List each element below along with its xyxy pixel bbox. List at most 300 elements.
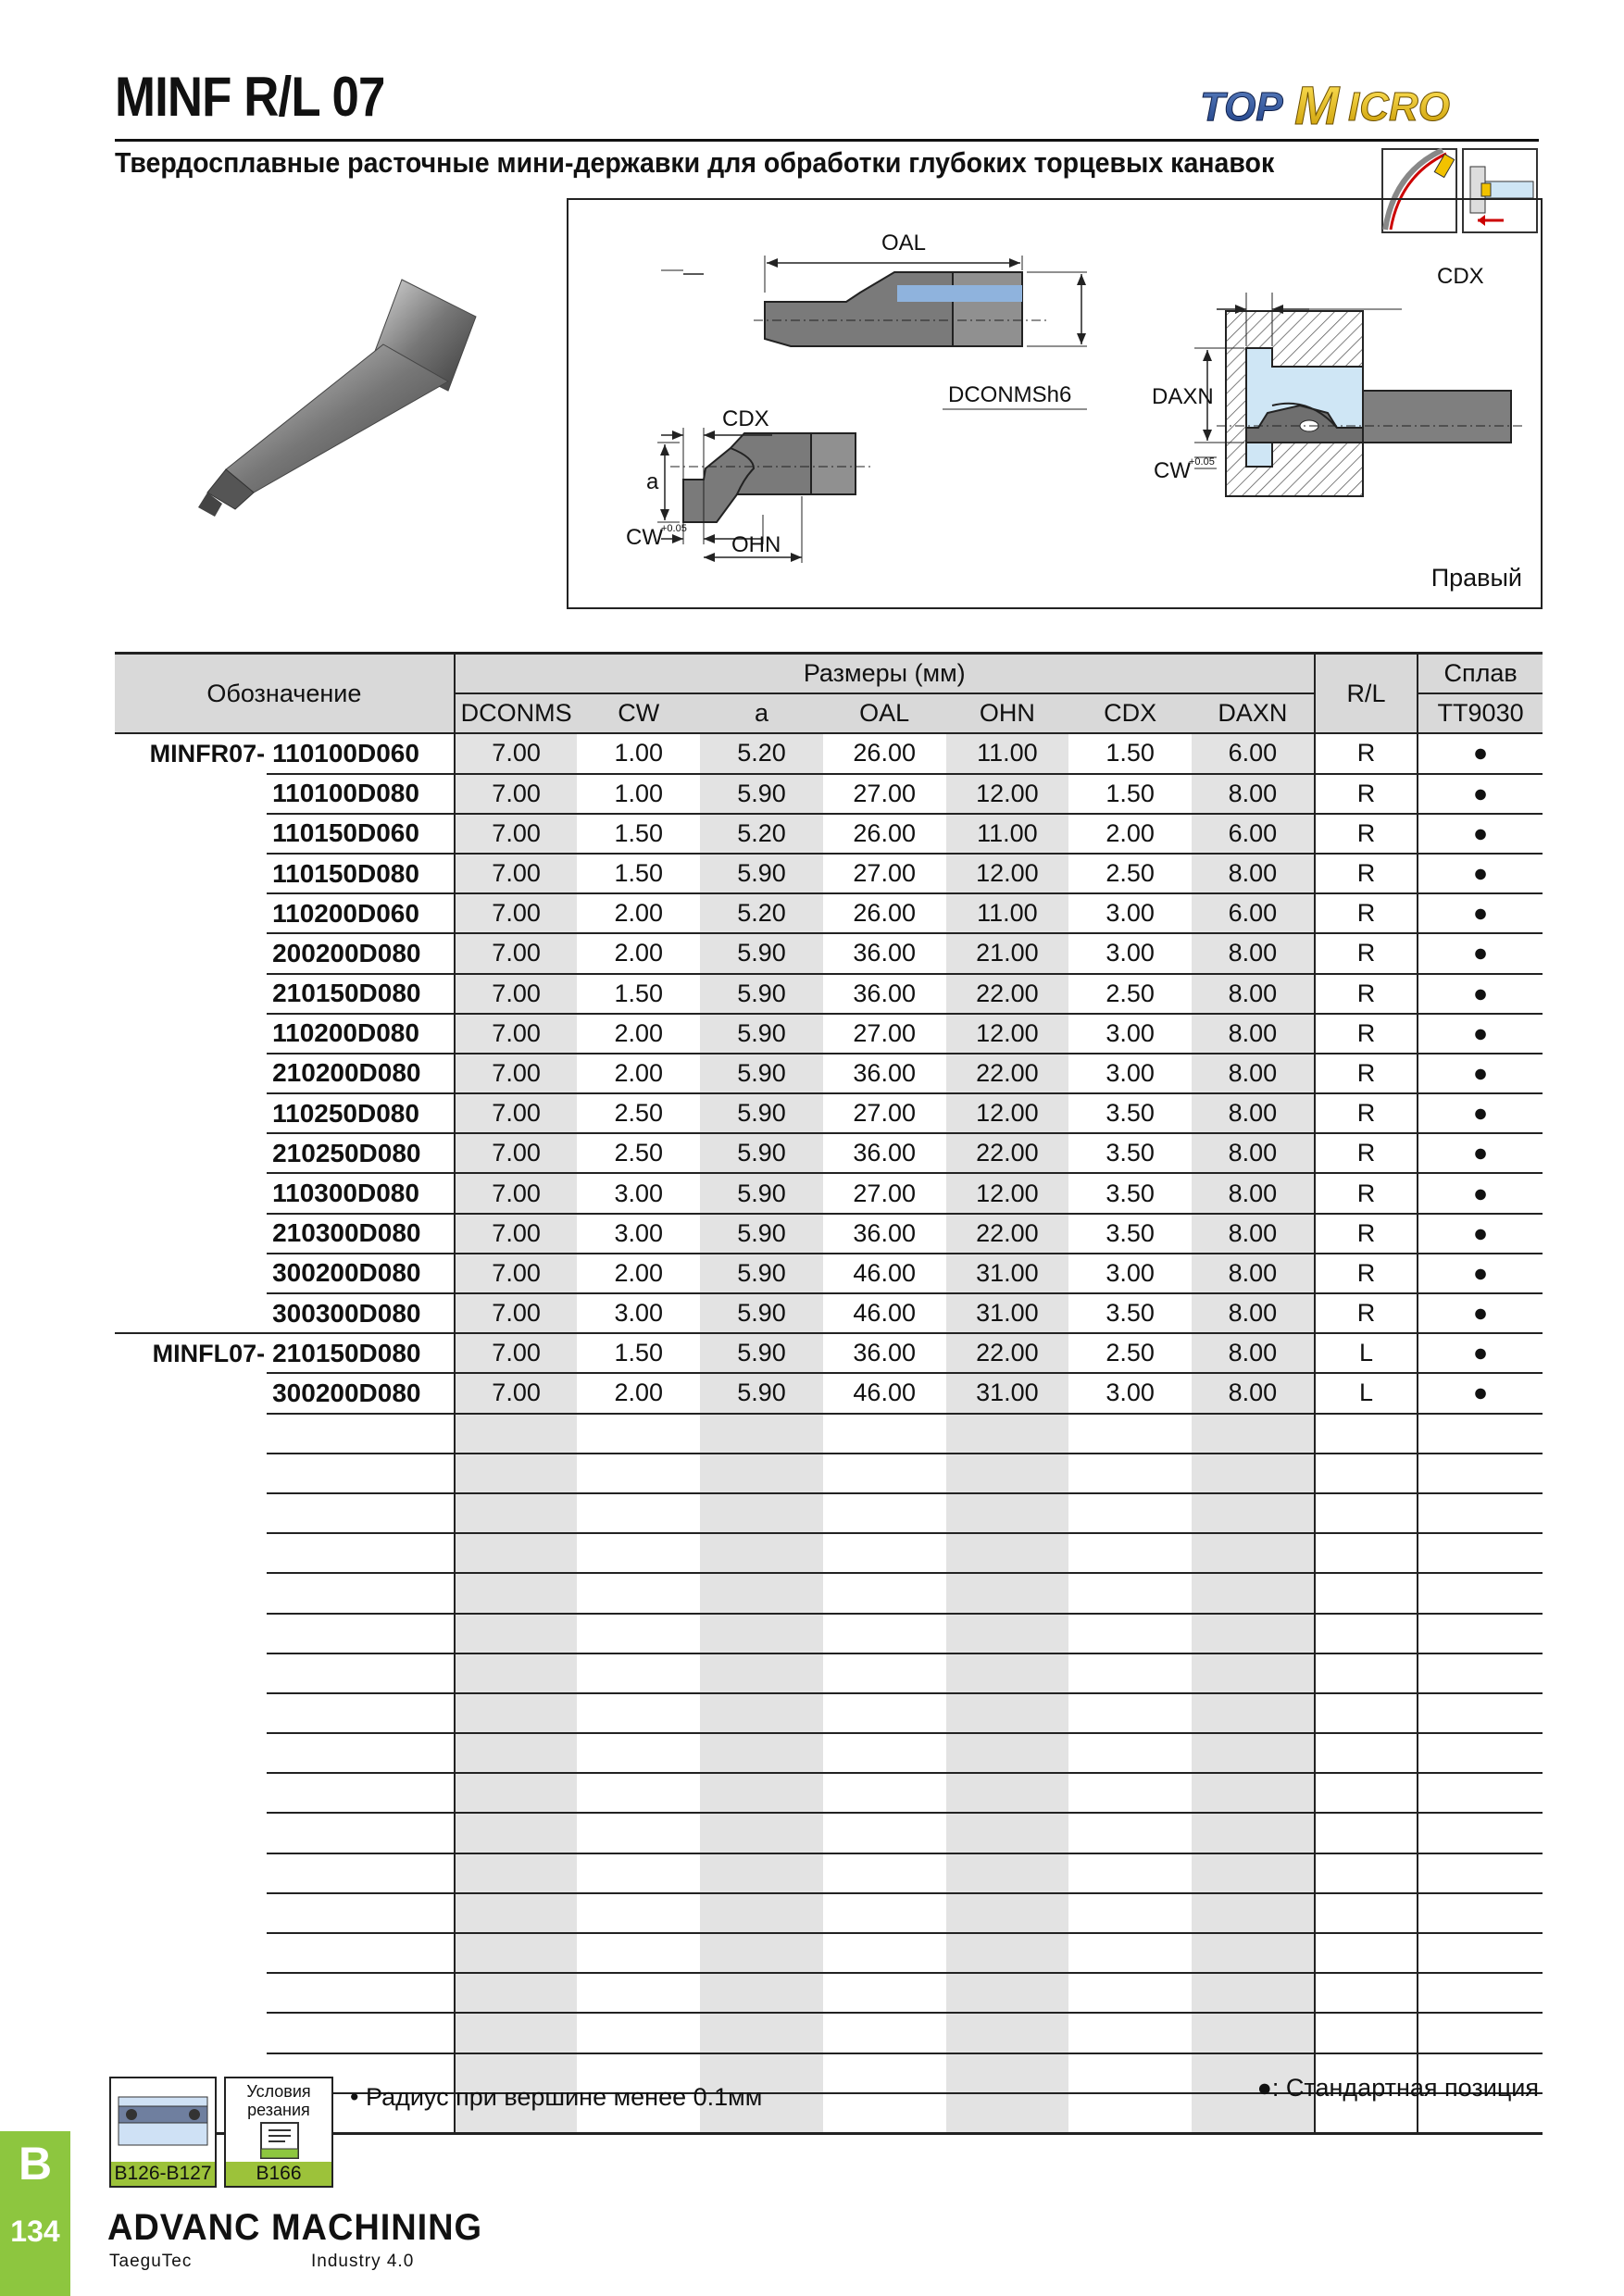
cell-dconms <box>455 1533 578 1573</box>
cell-cdx <box>1068 1614 1192 1653</box>
cell-cdx: 3.50 <box>1068 1133 1192 1173</box>
group-dimensions: Размеры (мм) <box>455 654 1315 694</box>
cell-oal <box>823 1653 946 1693</box>
cell-grade <box>1418 1973 1543 2013</box>
cell-cw <box>577 1773 700 1813</box>
blank-row <box>115 1414 1543 1454</box>
cell-grade <box>1418 1733 1543 1773</box>
cell-cdx <box>1068 1693 1192 1733</box>
cell-dconms: 7.00 <box>455 814 578 854</box>
col-a: a <box>700 693 823 733</box>
cell-dconms: 7.00 <box>455 733 578 773</box>
cell-daxn <box>1192 1493 1315 1533</box>
cell-grade <box>1418 1933 1543 1973</box>
cell-cdx: 1.50 <box>1068 774 1192 814</box>
cell-cw: 2.00 <box>577 1373 700 1413</box>
cutting-conditions-title: Условия резания <box>246 2082 311 2119</box>
cell-grade <box>1418 1493 1543 1533</box>
cell-a: 5.90 <box>700 1214 823 1254</box>
cell-dconms <box>455 1733 578 1773</box>
cell-daxn: 8.00 <box>1192 1093 1315 1133</box>
cell-cdx: 2.00 <box>1068 814 1192 854</box>
cell-oal: 26.00 <box>823 733 946 773</box>
cell-dconms <box>455 1693 578 1733</box>
cell-cw: 2.00 <box>577 1014 700 1054</box>
cell-dconms <box>455 1614 578 1653</box>
cell-ohn <box>946 1533 1069 1573</box>
cell-cw <box>577 1933 700 1973</box>
dimension-drawing <box>568 200 1544 611</box>
cw-label-side: CW <box>626 525 663 550</box>
legend: ●: Стандартная позиция <box>1256 2074 1539 2102</box>
cell-a <box>700 1573 823 1613</box>
blank-row <box>115 2013 1543 2053</box>
col-daxn: DAXN <box>1192 693 1315 733</box>
cell-cdx <box>1068 1813 1192 1853</box>
cell-a: 5.20 <box>700 814 823 854</box>
cell-a <box>700 1853 823 1893</box>
title-rule <box>115 139 1539 142</box>
cell-daxn: 8.00 <box>1192 933 1315 973</box>
cell-cw: 2.00 <box>577 1054 700 1093</box>
cell-cw: 1.50 <box>577 854 700 893</box>
cell-grade <box>1418 1813 1543 1853</box>
blank-row <box>115 1973 1543 2013</box>
row-code <box>267 1853 455 1893</box>
cell-dconms: 7.00 <box>455 1254 578 1293</box>
row-prefix: MINFL07- <box>115 1333 267 1373</box>
cell-daxn: 8.00 <box>1192 1133 1315 1173</box>
cell-cw <box>577 1693 700 1733</box>
cell-oal <box>823 1893 946 1933</box>
cell-cw <box>577 1414 700 1454</box>
cell-a <box>700 1533 823 1573</box>
cell-ohn <box>946 1973 1069 2013</box>
cell-ohn: 12.00 <box>946 774 1069 814</box>
cell-cdx <box>1068 1454 1192 1493</box>
cell-grade: ● <box>1418 933 1543 973</box>
svg-text:TOP: TOP <box>1200 84 1283 130</box>
table-row <box>115 933 1543 973</box>
blank-row <box>115 1693 1543 1733</box>
insert-reference-box[interactable] <box>109 2077 217 2188</box>
book-icon <box>257 2121 304 2162</box>
cell-ohn: 22.00 <box>946 1333 1069 1373</box>
blank-row <box>115 1813 1543 1853</box>
cell-ohn <box>946 2053 1069 2093</box>
cell-cw: 2.50 <box>577 1133 700 1173</box>
row-code <box>267 2013 455 2053</box>
row-code: 210300D080 <box>267 1214 455 1254</box>
cell-cdx <box>1068 1493 1192 1533</box>
cell-grade <box>1418 1893 1543 1933</box>
cell-rl <box>1315 1773 1418 1813</box>
cell-grade: ● <box>1418 1054 1543 1093</box>
cell-ohn <box>946 1653 1069 1693</box>
cell-grade: ● <box>1418 854 1543 893</box>
cell-dconms: 7.00 <box>455 1093 578 1133</box>
cell-oal: 36.00 <box>823 1054 946 1093</box>
cell-daxn <box>1192 1533 1315 1573</box>
cell-rl <box>1315 1973 1418 2013</box>
cell-ohn: 12.00 <box>946 1173 1069 1213</box>
cell-oal: 26.00 <box>823 893 946 933</box>
cell-rl <box>1315 1813 1418 1853</box>
cell-a <box>700 1733 823 1773</box>
row-prefix <box>115 1214 267 1254</box>
cell-oal <box>823 1973 946 2013</box>
cell-a: 5.90 <box>700 1054 823 1093</box>
cell-ohn <box>946 1933 1069 1973</box>
row-code: 110100D060 <box>267 733 455 773</box>
table-row <box>115 1133 1543 1173</box>
cell-rl: R <box>1315 1214 1418 1254</box>
cell-oal <box>823 1813 946 1853</box>
cell-dconms <box>455 1493 578 1533</box>
cell-ohn <box>946 1733 1069 1773</box>
cell-rl <box>1315 1533 1418 1573</box>
cell-cdx: 3.00 <box>1068 893 1192 933</box>
col-tt9030: TT9030 <box>1418 693 1543 733</box>
cell-cdx <box>1068 1773 1192 1813</box>
cell-grade: ● <box>1418 1014 1543 1054</box>
blank-row <box>115 1573 1543 1613</box>
cell-oal: 36.00 <box>823 974 946 1014</box>
cell-oal <box>823 2093 946 2134</box>
cell-cw: 2.00 <box>577 893 700 933</box>
cell-rl: R <box>1315 893 1418 933</box>
cell-a: 5.90 <box>700 1093 823 1133</box>
row-prefix <box>115 1614 267 1653</box>
cell-oal <box>823 1493 946 1533</box>
cell-dconms: 7.00 <box>455 1373 578 1413</box>
cell-oal: 46.00 <box>823 1373 946 1413</box>
cell-a: 5.90 <box>700 1293 823 1333</box>
table-row <box>115 1293 1543 1333</box>
cell-cw <box>577 1573 700 1613</box>
cell-cw: 2.00 <box>577 1254 700 1293</box>
cdx-label-side: CDX <box>722 406 769 431</box>
group-grade: Сплав <box>1418 654 1543 694</box>
cell-ohn <box>946 1773 1069 1813</box>
row-code: 210150D080 <box>267 974 455 1014</box>
cell-oal <box>823 1414 946 1454</box>
cell-daxn <box>1192 1573 1315 1613</box>
cell-daxn: 8.00 <box>1192 1373 1315 1413</box>
cell-grade: ● <box>1418 1333 1543 1373</box>
cell-ohn <box>946 1414 1069 1454</box>
cell-ohn: 11.00 <box>946 814 1069 854</box>
cell-cw <box>577 1454 700 1493</box>
cell-cw <box>577 2013 700 2053</box>
cell-a <box>700 1933 823 1973</box>
insert-icon <box>111 2078 215 2162</box>
cell-oal <box>823 1773 946 1813</box>
footnote: • Радиус при вершине менее 0.1мм <box>350 2083 763 2111</box>
cell-cdx: 2.50 <box>1068 1333 1192 1373</box>
cell-grade: ● <box>1418 893 1543 933</box>
cell-cw: 1.00 <box>577 774 700 814</box>
cell-daxn <box>1192 1973 1315 2013</box>
cell-cw: 2.50 <box>577 1093 700 1133</box>
blank-row <box>115 1493 1543 1533</box>
cell-a <box>700 1773 823 1813</box>
cell-oal <box>823 1454 946 1493</box>
cell-a <box>700 1653 823 1693</box>
cell-cdx <box>1068 1893 1192 1933</box>
row-prefix <box>115 1933 267 1973</box>
cell-grade <box>1418 1533 1543 1573</box>
cutting-conditions-box[interactable] <box>224 2077 333 2188</box>
row-code: 210150D080 <box>267 1333 455 1373</box>
cell-ohn <box>946 1813 1069 1853</box>
cell-rl: R <box>1315 1014 1418 1054</box>
row-code: 110200D080 <box>267 1014 455 1054</box>
cell-daxn: 6.00 <box>1192 893 1315 933</box>
cell-oal: 36.00 <box>823 933 946 973</box>
row-code <box>267 1614 455 1653</box>
svg-text:M: M <box>1294 76 1340 131</box>
cell-cdx: 3.50 <box>1068 1214 1192 1254</box>
spec-table <box>115 652 1543 2135</box>
cell-daxn: 8.00 <box>1192 1293 1315 1333</box>
cell-grade: ● <box>1418 1214 1543 1254</box>
row-code <box>267 1573 455 1613</box>
cell-grade <box>1418 1853 1543 1893</box>
cell-a <box>700 1493 823 1533</box>
row-prefix <box>115 1653 267 1693</box>
cell-rl: R <box>1315 1133 1418 1173</box>
cell-grade <box>1418 1614 1543 1653</box>
cell-cw <box>577 1853 700 1893</box>
cell-cw <box>577 1733 700 1773</box>
blank-row <box>115 1773 1543 1813</box>
blank-row <box>115 1454 1543 1493</box>
table-row <box>115 1054 1543 1093</box>
blank-row <box>115 1853 1543 1893</box>
cell-dconms: 7.00 <box>455 774 578 814</box>
cell-oal: 46.00 <box>823 1254 946 1293</box>
cell-cdx <box>1068 2013 1192 2053</box>
cell-daxn: 8.00 <box>1192 1214 1315 1254</box>
cell-oal: 27.00 <box>823 774 946 814</box>
row-code <box>267 1693 455 1733</box>
col-rl: R/L <box>1315 654 1418 734</box>
cell-daxn: 8.00 <box>1192 974 1315 1014</box>
cell-rl: R <box>1315 774 1418 814</box>
cell-dconms <box>455 1973 578 2013</box>
cell-daxn <box>1192 1893 1315 1933</box>
cw-label-workpiece: CW <box>1154 458 1191 483</box>
daxn-label: DAXN <box>1152 384 1214 409</box>
row-prefix <box>115 1133 267 1173</box>
row-prefix <box>115 1054 267 1093</box>
cell-dconms: 7.00 <box>455 1054 578 1093</box>
table-row <box>115 1373 1543 1413</box>
page-title: MINF R/L 07 <box>115 66 385 128</box>
cell-dconms <box>455 2013 578 2053</box>
cell-oal: 36.00 <box>823 1333 946 1373</box>
cell-cw <box>577 1813 700 1853</box>
cell-dconms <box>455 1773 578 1813</box>
row-code <box>267 1493 455 1533</box>
table-row <box>115 854 1543 893</box>
blank-row <box>115 1614 1543 1653</box>
cell-dconms <box>455 1454 578 1493</box>
cell-a <box>700 1414 823 1454</box>
cell-ohn <box>946 1573 1069 1613</box>
row-prefix <box>115 1493 267 1533</box>
cell-dconms <box>455 1893 578 1933</box>
cell-cdx: 3.00 <box>1068 1014 1192 1054</box>
cell-daxn <box>1192 2013 1315 2053</box>
cell-cw <box>577 1614 700 1653</box>
cell-ohn: 31.00 <box>946 1373 1069 1413</box>
cell-cw: 3.00 <box>577 1214 700 1254</box>
table-row <box>115 1014 1543 1054</box>
cell-rl: R <box>1315 1054 1418 1093</box>
cell-dconms: 7.00 <box>455 893 578 933</box>
cell-grade <box>1418 1454 1543 1493</box>
cell-grade <box>1418 1773 1543 1813</box>
table-row <box>115 814 1543 854</box>
cell-oal: 27.00 <box>823 1014 946 1054</box>
cell-ohn: 12.00 <box>946 1014 1069 1054</box>
cell-a: 5.20 <box>700 733 823 773</box>
cell-daxn <box>1192 1653 1315 1693</box>
cell-cdx <box>1068 2053 1192 2093</box>
cell-daxn <box>1192 1733 1315 1773</box>
insert-reference-pages: B126-B127 <box>111 2162 215 2186</box>
cell-grade: ● <box>1418 1254 1543 1293</box>
cell-a: 5.90 <box>700 1173 823 1213</box>
table-row <box>115 774 1543 814</box>
cell-grade <box>1418 1653 1543 1693</box>
cell-cdx <box>1068 1533 1192 1573</box>
cell-daxn <box>1192 1853 1315 1893</box>
blank-row <box>115 1933 1543 1973</box>
row-code: 110150D060 <box>267 814 455 854</box>
cell-dconms: 7.00 <box>455 854 578 893</box>
page-subtitle: Твердосплавные расточные мини-державки для обработки глубоких торцевых канавок <box>115 146 1275 179</box>
cell-daxn <box>1192 1813 1315 1853</box>
cell-cdx <box>1068 1933 1192 1973</box>
cell-rl: R <box>1315 1093 1418 1133</box>
cell-ohn: 31.00 <box>946 1293 1069 1333</box>
row-prefix <box>115 1173 267 1213</box>
cell-ohn: 21.00 <box>946 933 1069 973</box>
blank-row <box>115 1893 1543 1933</box>
cell-a: 5.90 <box>700 1333 823 1373</box>
topmicro-logo <box>1193 72 1544 131</box>
cell-grade: ● <box>1418 1093 1543 1133</box>
cw-tolerance-workpiece: +0.05 <box>1189 456 1215 468</box>
row-code <box>267 1773 455 1813</box>
row-code: 110250D080 <box>267 1093 455 1133</box>
blank-row <box>115 1533 1543 1573</box>
cell-rl: R <box>1315 974 1418 1014</box>
row-prefix <box>115 774 267 814</box>
col-ohn: OHN <box>946 693 1069 733</box>
row-prefix <box>115 1414 267 1454</box>
cell-oal <box>823 2053 946 2093</box>
row-code <box>267 1414 455 1454</box>
row-code: 300200D080 <box>267 1373 455 1413</box>
cell-a: 5.90 <box>700 1254 823 1293</box>
table-row <box>115 893 1543 933</box>
row-prefix <box>115 1733 267 1773</box>
table-row <box>115 1214 1543 1254</box>
cell-ohn <box>946 2013 1069 2053</box>
row-prefix <box>115 1853 267 1893</box>
cell-cdx: 2.50 <box>1068 974 1192 1014</box>
cell-dconms <box>455 1414 578 1454</box>
row-prefix <box>115 814 267 854</box>
cell-cw: 2.00 <box>577 933 700 973</box>
cell-cw: 1.50 <box>577 1333 700 1373</box>
cell-grade: ● <box>1418 1293 1543 1333</box>
cell-daxn: 6.00 <box>1192 733 1315 773</box>
cell-dconms: 7.00 <box>455 1014 578 1054</box>
col-cdx: CDX <box>1068 693 1192 733</box>
cell-ohn: 22.00 <box>946 1133 1069 1173</box>
cell-rl: L <box>1315 1333 1418 1373</box>
cell-dconms: 7.00 <box>455 933 578 973</box>
cell-oal <box>823 1573 946 1613</box>
cell-a: 5.90 <box>700 933 823 973</box>
table-row <box>115 733 1543 773</box>
cell-oal: 27.00 <box>823 854 946 893</box>
cell-dconms <box>455 1573 578 1613</box>
brand-logo: ADVANC MACHINING <box>107 2207 483 2248</box>
cell-rl: R <box>1315 1293 1418 1333</box>
row-prefix <box>115 1813 267 1853</box>
cell-daxn: 8.00 <box>1192 1173 1315 1213</box>
svg-text:ICRO: ICRO <box>1348 84 1450 130</box>
cell-cdx <box>1068 1653 1192 1693</box>
cell-cw: 3.00 <box>577 1173 700 1213</box>
cell-dconms <box>455 1653 578 1693</box>
cell-daxn <box>1192 1614 1315 1653</box>
cell-a: 5.90 <box>700 854 823 893</box>
cell-grade <box>1418 1573 1543 1613</box>
row-prefix <box>115 1893 267 1933</box>
cell-ohn: 22.00 <box>946 1054 1069 1093</box>
cell-ohn <box>946 1454 1069 1493</box>
cell-oal <box>823 2013 946 2053</box>
cell-ohn <box>946 1493 1069 1533</box>
cell-cw <box>577 1893 700 1933</box>
cutting-conditions-page: B166 <box>226 2162 331 2186</box>
row-code <box>267 1454 455 1493</box>
row-code: 210200D080 <box>267 1054 455 1093</box>
cell-ohn <box>946 1693 1069 1733</box>
row-prefix <box>115 1454 267 1493</box>
row-code: 300300D080 <box>267 1293 455 1333</box>
a-label: a <box>646 469 659 494</box>
row-prefix <box>115 1973 267 2013</box>
cell-ohn: 22.00 <box>946 974 1069 1014</box>
cell-cdx <box>1068 1573 1192 1613</box>
cell-a: 5.90 <box>700 1373 823 1413</box>
table-row <box>115 1333 1543 1373</box>
cell-dconms <box>455 1853 578 1893</box>
cell-rl <box>1315 1733 1418 1773</box>
cell-cdx <box>1068 2093 1192 2134</box>
cell-a: 5.20 <box>700 893 823 933</box>
cell-rl <box>1315 1614 1418 1653</box>
cell-rl <box>1315 1693 1418 1733</box>
